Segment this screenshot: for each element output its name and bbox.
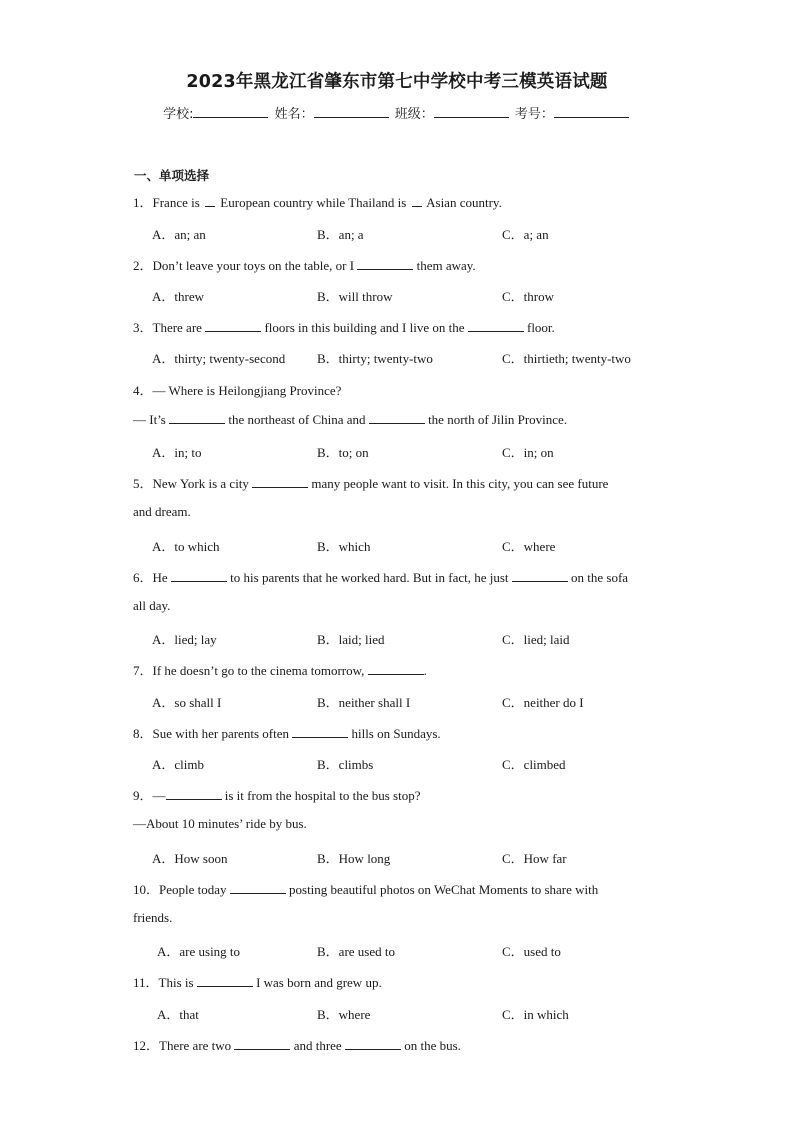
answer-blank [292,725,348,738]
question-8: 8．Sue with her parents often hills on Sundays. [133,726,441,741]
option-c[interactable]: C．where [502,539,556,554]
number-label: 考号： [514,107,554,122]
answer-blank [368,662,424,675]
option-b[interactable]: B．an; a [317,227,364,242]
school-blank[interactable] [193,105,268,118]
question-7: 7．If he doesn’t go to the cinema tomorrow, . [133,663,427,678]
option-a[interactable]: A．threw [152,289,204,304]
option-a[interactable]: A．lied; lay [152,632,217,647]
question-10: 10．People today posting beautiful photos on WeChat Moments to share with [133,882,599,897]
option-a[interactable]: A．How soon [152,851,228,866]
answer-blank [252,475,308,488]
student-info-row [0,103,794,122]
number-blank[interactable] [554,105,629,118]
option-b[interactable]: B．climbs [317,757,374,772]
option-c[interactable]: C．in; on [502,445,554,460]
option-c[interactable]: C．climbed [502,757,566,772]
name-blank[interactable] [314,105,389,118]
question-3: 3．There are floors in this building and I live on the floor. [133,320,555,335]
page-title: 2023年黑龙江省肇东市第七中学校中考三模英语试题 [186,72,608,92]
answer-blank [166,787,222,800]
question-5: 5．New York is a city many people want to visit. In this city, you can see future [133,476,609,491]
option-b[interactable]: B．are used to [317,944,395,959]
option-c[interactable]: C．in which [502,1007,569,1022]
option-c[interactable]: C．throw [502,289,555,304]
option-a[interactable]: A．so shall I [152,695,222,710]
option-b[interactable]: B．How long [317,851,391,866]
option-a[interactable]: A．climb [152,757,204,772]
option-b[interactable]: B．neither shall I [317,695,411,710]
option-c[interactable]: C．used to [502,944,561,959]
option-a[interactable]: A．thirty; twenty-second [152,351,286,366]
option-b[interactable]: B．where [317,1007,371,1022]
option-b[interactable]: B．laid; lied [317,632,385,647]
answer-blank [197,974,253,987]
question-6-cont: all day. [133,598,171,613]
answer-blank [345,1037,401,1050]
option-c[interactable]: C．a; an [502,227,549,242]
answer-blank [468,319,524,332]
question-6: 6．He to his parents that he worked hard. But in fact, he just on the sofa [133,570,629,585]
answer-blank [412,194,422,207]
answer-blank [205,194,215,207]
section-title: 一、单项选择 [134,168,210,183]
class-label: 班级： [394,107,434,122]
question-12: 12．There are two and three on the bus. [133,1038,461,1053]
class-blank[interactable] [434,105,509,118]
answer-blank [169,411,225,424]
answer-blank [230,881,286,894]
option-b[interactable]: B．which [317,539,371,554]
question-9-response: —About 10 minutes’ ride by bus. [133,816,307,831]
answer-blank [234,1037,290,1050]
answer-blank [205,319,261,332]
question-9: 9．— is it from the hospital to the bus stop? [133,788,421,803]
option-a[interactable]: A．in; to [152,445,202,460]
option-a[interactable]: A．to which [152,539,220,554]
question-2: 2．Don’t leave your toys on the table, or I them away. [133,258,476,273]
option-a[interactable]: A．that [157,1007,199,1022]
option-c[interactable]: C．lied; laid [502,632,570,647]
question-1: 1．France is European country while Thailand is Asian country. [133,195,502,210]
option-c[interactable]: C．How far [502,851,567,866]
question-10-cont: friends. [133,910,173,925]
option-c[interactable]: C．neither do I [502,695,584,710]
question-5-cont: and dream. [133,504,191,519]
question-4-response: — It’s the northeast of China and the north of Jilin Province. [133,412,568,427]
answer-blank [369,411,425,424]
name-label: 姓名： [274,107,314,122]
option-a[interactable]: A．are using to [157,944,241,959]
option-b[interactable]: B．will throw [317,289,393,304]
option-b[interactable]: B．to; on [317,445,369,460]
option-a[interactable]: A．an; an [152,227,206,242]
question-4: 4．— Where is Heilongjiang Province? [133,383,342,398]
answer-blank [171,569,227,582]
answer-blank [512,569,568,582]
school-label: 学校: [163,107,194,122]
answer-blank [357,257,413,270]
question-11: 11．This is I was born and grew up. [133,975,382,990]
option-c[interactable]: C．thirtieth; twenty-two [502,351,631,366]
option-b[interactable]: B．thirty; twenty-two [317,351,433,366]
